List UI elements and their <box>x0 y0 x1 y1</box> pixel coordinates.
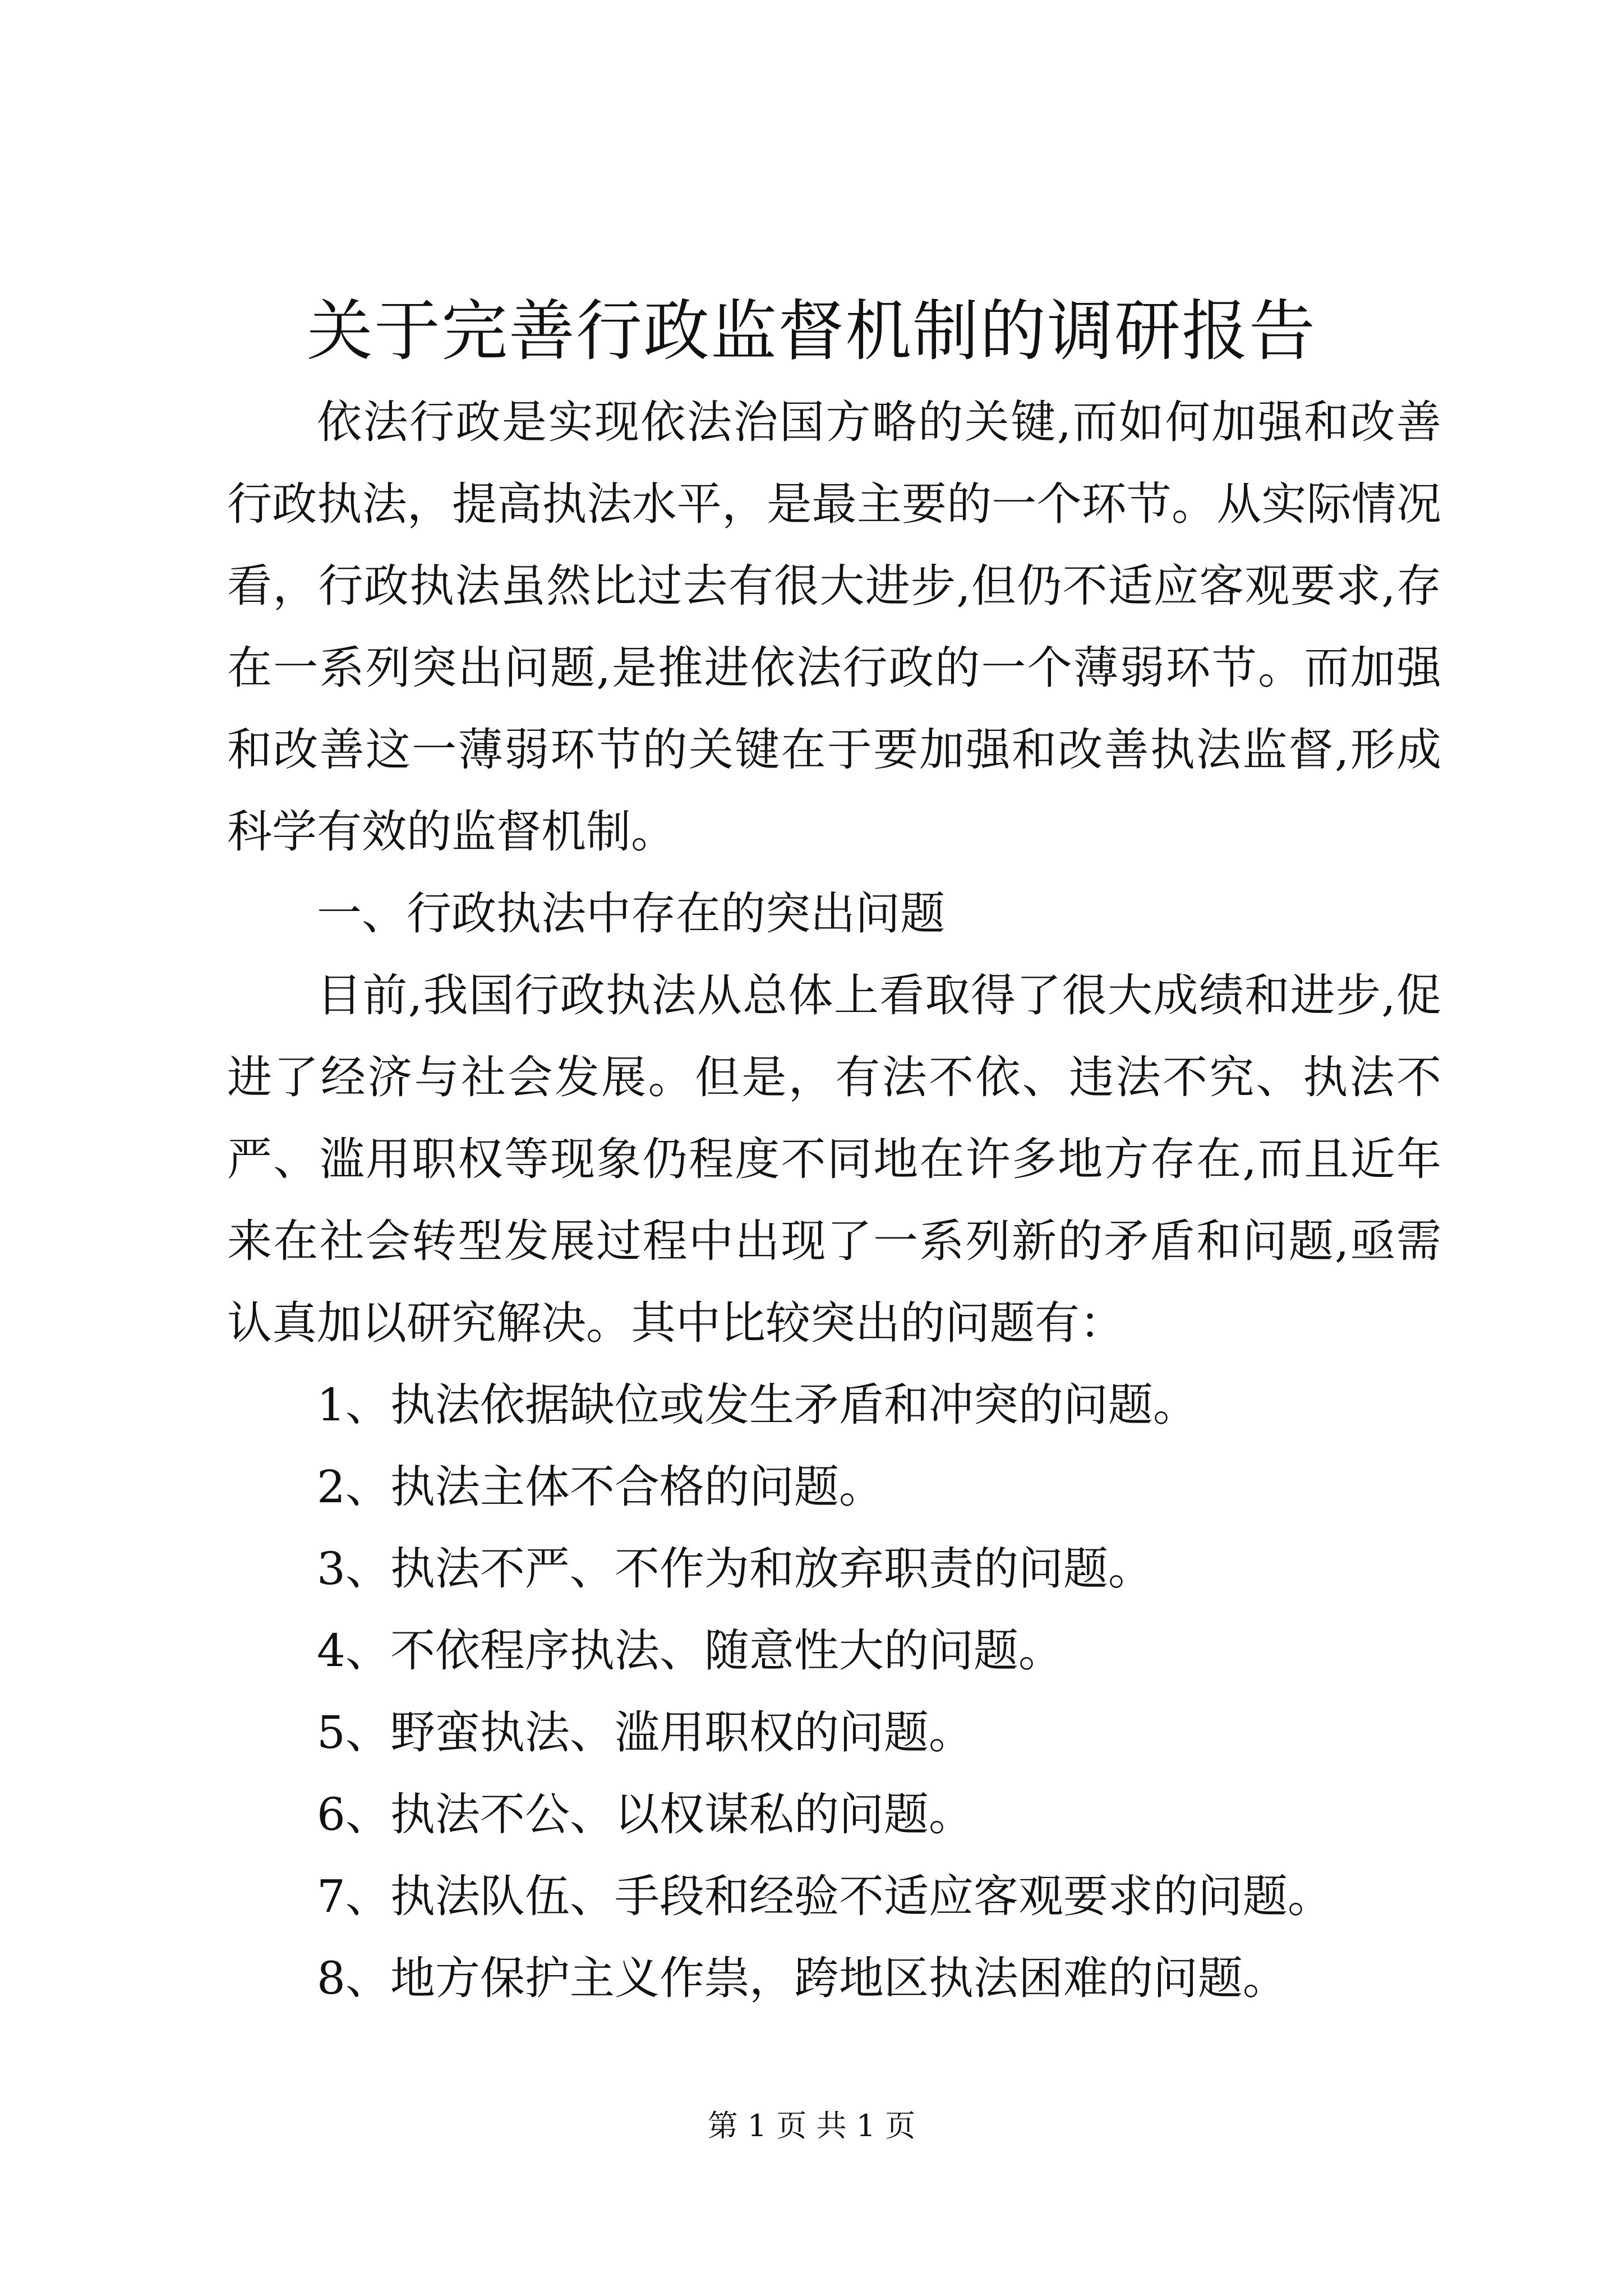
list-item: 3、执法不严、不作为和放弃职责的问题。 <box>317 1543 1153 1595</box>
list-item: 8、地方保护主义作祟，跨地区执法困难的问题。 <box>317 1952 1288 2004</box>
paragraph-intro: 依法行政是实现依法治国方略的关键,而如何加强和改善行政执法，提高执法水平，是最主要的一个环节。从实际情况看，行政执法虽然比过去有很大进步,但仍不适应客观要求,存在一系列突出问题,是推进依法行政的一个薄弱环节。而加强和改善这一薄弱环节的关键在于要加强和改善执法监督,形成科学有效的监督机制。 <box>227 396 1441 858</box>
list-item: 5、野蛮执法、滥用职权的问题。 <box>317 1706 974 1759</box>
paragraph-current-situation: 目前,我国行政执法从总体上看取得了很大成绩和进步,促进了经济与社会发展。但是，有法不依、违法不究、执法不严、滥用职权等现象仍程度不同地在许多地方存在,而且近年来在社会转型发展过程中出现了一系列新的矛盾和问题,亟需认真加以研究解决。其中比较突出的问题有： <box>227 969 1441 1349</box>
list-item: 7、执法队伍、手段和经验不适应客观要求的问题。 <box>317 1870 1332 1922</box>
list-item: 1、执法依据缺位或发生矛盾和冲突的问题。 <box>317 1379 1198 1431</box>
document-title: 关于完善行政监督机制的调研报告 <box>306 292 1316 370</box>
list-item: 4、不依程序执法、随意性大的问题。 <box>317 1625 1063 1677</box>
section-heading: 一、行政执法中存在的突出问题 <box>317 887 945 940</box>
list-item: 6、执法不公、以权谋私的问题。 <box>317 1788 974 1841</box>
list-item: 2、执法主体不合格的问题。 <box>317 1461 884 1513</box>
document-body <box>227 381 1441 2019</box>
page-number-footer: 第 1 页 共 1 页 <box>707 2108 916 2143</box>
